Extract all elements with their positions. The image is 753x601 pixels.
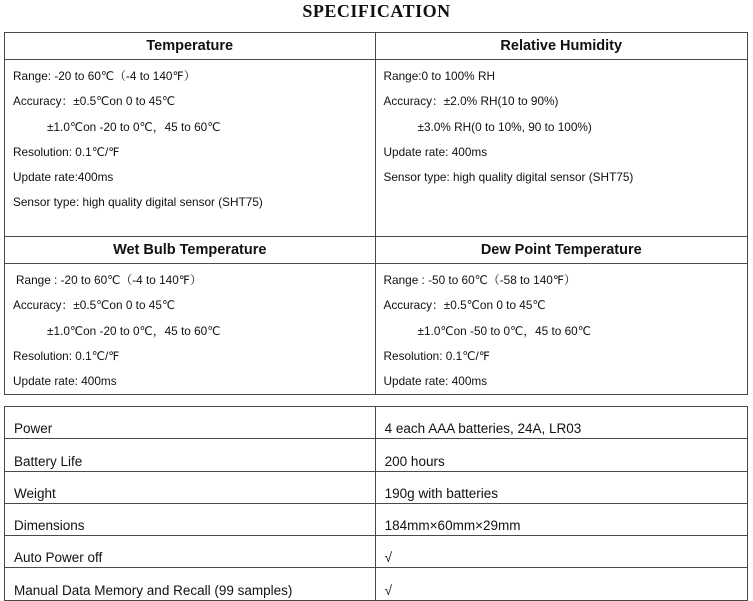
dimensions-label: Dimensions <box>5 503 376 535</box>
spec-line: ±3.0% RH(0 to 10%, 90 to 100%) <box>417 119 592 134</box>
temperature-spec-cell <box>5 60 376 237</box>
spec-line: Range:0 to 100% RH <box>383 69 495 83</box>
table-row <box>5 503 748 535</box>
spec-header-row <box>5 33 748 60</box>
table-row <box>5 407 748 439</box>
dew-point-spec-cell <box>375 264 748 395</box>
spec-line: Range: -20 to 60℃（-4 to 140℉） <box>13 69 196 83</box>
spec-line: Accuracy：±0.5℃on 0 to 45℃ <box>13 298 176 313</box>
dimensions-value: 184mm×60mm×29mm <box>375 503 747 535</box>
spec-line: ±1.0℃on -20 to 0℃，45 to 60℃ <box>47 323 221 338</box>
general-spec-table <box>4 406 748 601</box>
spec-line: Update rate: 400ms <box>13 374 117 389</box>
spec-line: Sensor type: high quality digital sensor (SHT75) <box>13 195 263 210</box>
table-row <box>5 471 748 503</box>
table-row <box>5 568 748 600</box>
spec-line: Range : -20 to 60℃（-4 to 140℉） <box>16 273 202 287</box>
battery-life-value: 200 hours <box>375 439 747 471</box>
spec-line: Range : -50 to 60℃（-58 to 140℉） <box>383 273 576 287</box>
battery-life-label: Battery Life <box>5 439 376 471</box>
spec-line: Resolution: 0.1℃/℉ <box>13 144 120 159</box>
table-row <box>5 439 748 471</box>
spec-line: Accuracy：±0.5℃on 0 to 45℃ <box>383 298 546 313</box>
data-memory-label: Manual Data Memory and Recall (99 samples) <box>5 568 376 600</box>
spec-line: ±1.0℃on -20 to 0℃，45 to 60℃ <box>47 119 221 134</box>
auto-power-off-check: √ <box>375 536 747 568</box>
page-title: SPECIFICATION <box>302 1 451 21</box>
temperature-heading: Temperature <box>5 33 376 60</box>
spec-body-row <box>5 264 748 395</box>
spec-body-row <box>5 60 748 237</box>
spec-line: Sensor type: high quality digital sensor (SHT75) <box>383 170 634 185</box>
spec-line: Resolution: 0.1℃/℉ <box>13 348 120 363</box>
spec-line: Accuracy：±0.5℃on 0 to 45℃ <box>13 94 176 109</box>
power-value: 4 each AAA batteries, 24A, LR03 <box>375 407 747 439</box>
weight-value: 190g with batteries <box>375 471 747 503</box>
humidity-heading: Relative Humidity <box>375 33 748 60</box>
wet-bulb-spec-cell <box>5 264 376 395</box>
spec-line: Update rate:400ms <box>13 170 114 185</box>
spec-line: Update rate: 400ms <box>383 144 488 159</box>
spec-line: Accuracy：±2.0% RH(10 to 90%) <box>383 94 559 109</box>
data-memory-check: √ <box>375 568 747 600</box>
spec-header-row <box>5 237 748 264</box>
dew-point-heading: Dew Point Temperature <box>375 237 748 264</box>
humidity-spec-cell <box>375 60 748 237</box>
spec-line: Update rate: 400ms <box>383 374 488 389</box>
measurement-spec-table <box>4 32 748 395</box>
auto-power-off-label: Auto Power off <box>5 536 376 568</box>
power-label: Power <box>5 407 376 439</box>
weight-label: Weight <box>5 471 376 503</box>
wet-bulb-heading: Wet Bulb Temperature <box>5 237 376 264</box>
table-row <box>5 536 748 568</box>
spec-line: ±1.0℃on -50 to 0℃，45 to 60℃ <box>417 323 591 338</box>
spec-line: Resolution: 0.1℃/℉ <box>383 348 490 363</box>
